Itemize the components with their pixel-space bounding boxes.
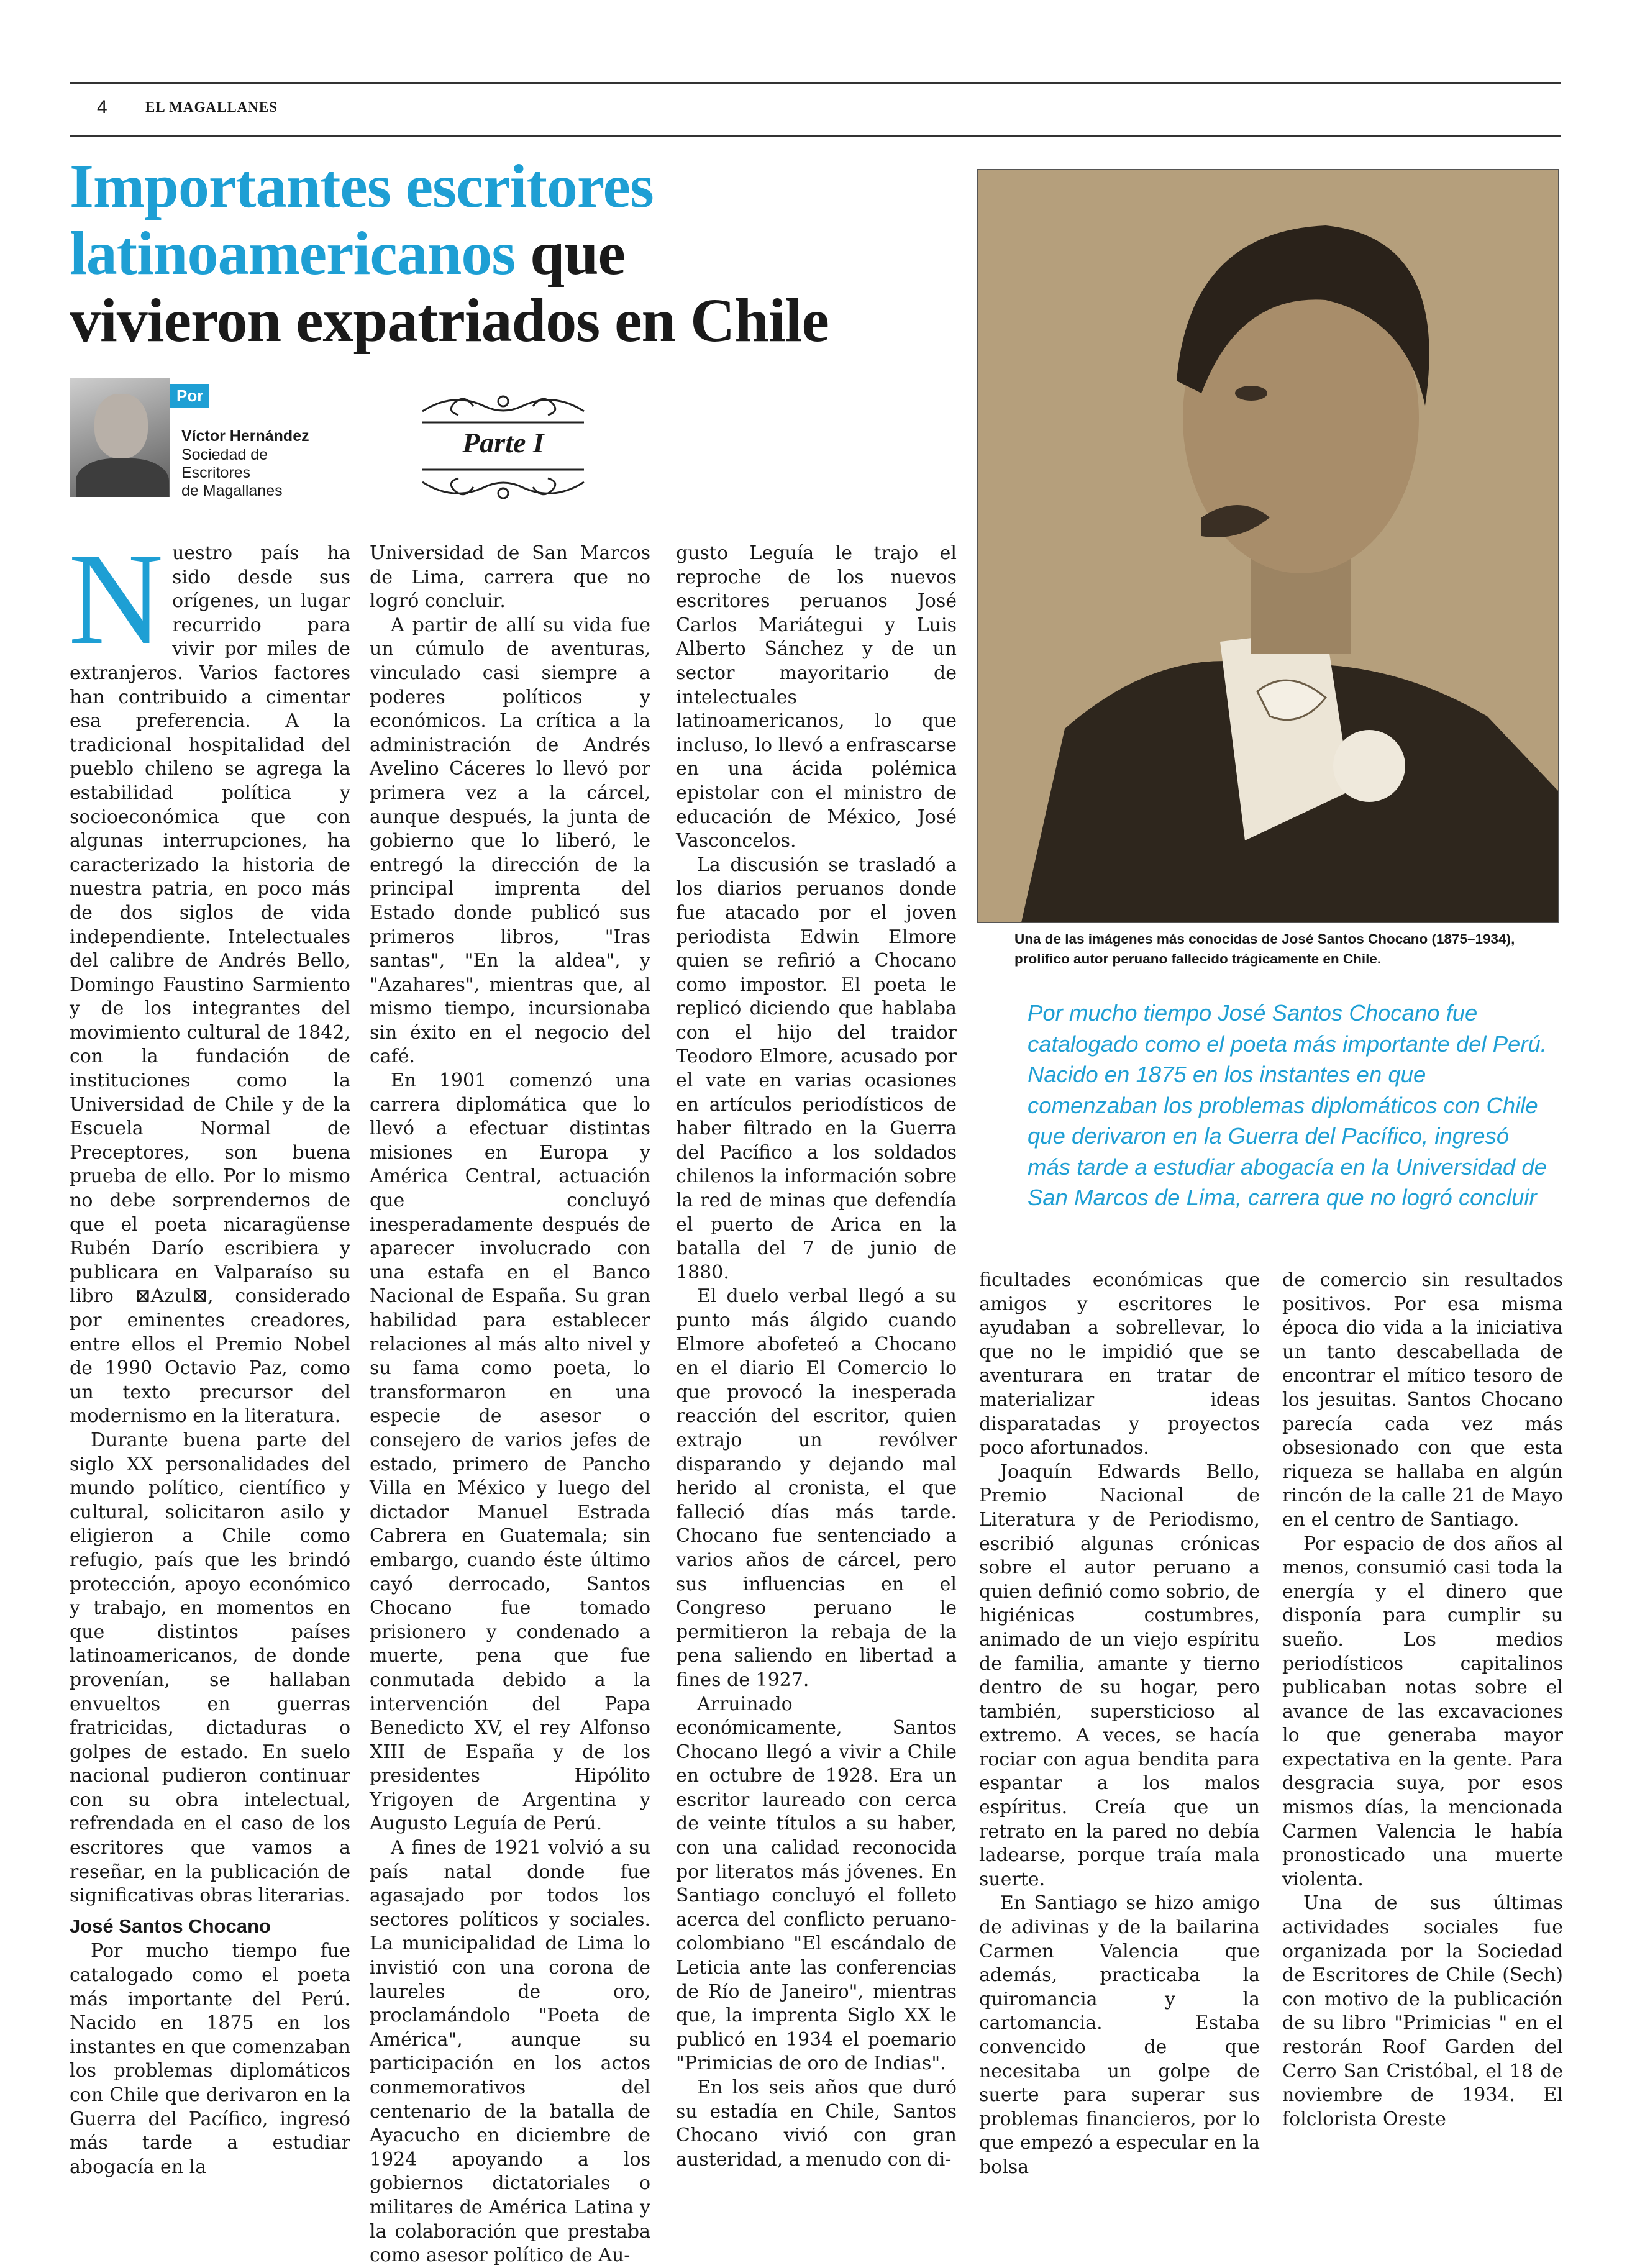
author-photo (70, 378, 170, 497)
article-paragraph (68, 526, 350, 1429)
pull-quote: Por mucho tiempo José Santos Chocano fue catalogado como el poeta más importante del Perú. Nacido en 1875 en los instantes en que comenzaban los problemas diplomáticos con Chile que derivaron en la Guerra del Pacífico, ingresó más tarde a estudiar abogacía en la Universidad de San Marcos de Lima, carrera que no logró concluir (1028, 1000, 1547, 1210)
article-paragraph: gusto Leguía le trajo el reproche de los nuevos escritores peruanos José Carlos Mariátegui y Luis Alberto Sánchez y de un sector mayoritario de intelectuales latinoamericanos, lo que incluso, lo llevó a enfrascarse en una ácida polémica epistolar con el ministro de educación de México, José Vasconcelos. (676, 542, 957, 852)
portrait-illustration (978, 170, 1558, 922)
article-paragraph: Arruinado económicamente, Santos Chocano llegó a vivir a Chile en octubre de 1928. Era un escritor laureado con cerca de veinte títulos a su haber, con una calidad reconocida por literatos más jóvenes. En Santiago concluyó el folleto acerca del conflicto peruano-colombiano "El escándalo de Leticia ante las conferencias de Río de Janeiro", mientras que, la imprenta Siglo XX le publicó en 1934 el poemario "Primicias de oro de Indias". (676, 1693, 957, 2075)
headline-line-2-blue: latinoamericanos (70, 219, 516, 288)
article-column-2 (370, 542, 650, 2268)
headline-line-1: Importantes escritores (70, 152, 654, 221)
headline-line-3: vivieron expatriados en Chile (70, 286, 829, 355)
portrait-flower-icon (1333, 730, 1405, 802)
top-rule (70, 82, 1561, 84)
article-column-5 (1282, 1268, 1563, 2131)
article-paragraph: Por mucho tiempo fue catalogado como el poeta más importante del Perú. Nacido en 1875 en los instantes en que comenzaban los problemas diplomáticos con Chile que derivaron en la Guerra del Pacífico, ingresó más tarde a estudiar abogacía en la (70, 1940, 350, 2178)
article-column-4 (979, 1268, 1260, 2180)
article-paragraph: Joaquín Edwards Bello, Premio Nacional de Literatura y de Periodismo, escribió algunas crónicas sobre el autor peruano a quien definió como sobrio, de higiénicas costumbres, animado de un viejo espíritu de familia, amante y tierno dentro de su hogar, pero también, supersticioso al extremo. A veces, se hacía rociar con agua bendita para espantar a los malos espíritus. Creía que un retrato en la pared no debía ladearse, porque traía mala suerte. (979, 1460, 1260, 1890)
article-paragraph: Una de sus últimas actividades sociales fue organizada por la Sociedad de Escritores de Chile (Sech) con motivo de la publicación de su libro "Primicias " en el restorán Roof Garden del Cerro San Cristóbal, el 18 de noviembre de 1934. El folclorista Oreste (1282, 1892, 1563, 2130)
article-column-3 (676, 542, 957, 2172)
ornament-bottom-dot (498, 488, 508, 498)
article-paragraph: Durante buena parte del siglo XX personalidades del mundo político, científico y cultural, solicitaron asilo y eligieron a Chile como refugio, país que les brindó protección, apoyo económico y trabajo, en momentos en que distintos países latinoamericanos, de donde provenían, se hallaban envueltos en guerras fratricidas, dictaduras o golpes de estado. En suelo nacional pudieron continuar con su obra intelectual, refrendada en el caso de los escritores que vamos a reseñar, en la publicación de significativas obras literarias. (70, 1429, 350, 1907)
headline-line-2 (70, 220, 952, 287)
article-column-1 (68, 526, 350, 2179)
part-label: Parte I (462, 427, 544, 458)
page-number: 4 (97, 97, 107, 117)
portrait-photo (977, 169, 1559, 923)
article-paragraph: ficultades económicas que amigos y escritores le ayudaban a sobrellevar, lo que no le impidió que se aventurara en tratar de materializar ideas disparatadas y proyectos poco afortunados. (979, 1269, 1260, 1459)
article-paragraph: La discusión se trasladó a los diarios peruanos donde fue atacado por el joven periodista Edwin Elmore quien se refirió a Chocano como impostor. El poeta le replicó diciendo que hablaba con el hijo del traidor Teodoro Elmore, acusado por el vate en varias ocasiones en artículos periodísticos de haber filtrado en la Guerra del Pacífico a los soldados chilenos la información sobre la red de minas que defendía el puerto de Arica en la batalla del 7 de junio de 1880. (676, 854, 957, 1283)
por-badge: Por (170, 384, 209, 408)
section-subhead: José Santos Chocano (70, 1915, 271, 1937)
article-paragraph: El duelo verbal llegó a su punto más álgido cuando Elmore abofeteó a Chocano en el diario El Comercio lo que provocó la inesperada reacción del escritor, quien extrajo un revólver disparando y dejando mal herido al cronista, el que falleció días más tarde. Chocano fue sentenciado a varios años de cárcel, pero sus influencias en el Congreso peruano le permitieron la rebaja de la pena saliendo en libertad a fines de 1927. (676, 1285, 957, 1691)
article-paragraph: En 1901 comenzó una carrera diplomática que lo llevó a efectuar distintas misiones en Europa y América Central, actuación que concluyó inesperadamente después de aparecer involucrado con una estafa en el Banco Nacional de España. Su gran habilidad para establecer relaciones al más alto nivel y su fama como poeta, lo transformaron en una especie de asesor o consejero de varios jefes de estado, primero de Pancho Villa en México y luego del dictador Manuel Estrada Cabrera en Guatemala; sin embargo, cuando éste último cayó derrocado, Santos Chocano fue tomado prisionero y condenado a muerte, pena que fue conmutada debido a la intervención del Papa Benedicto XV, el rey Alfonso XIII de España y de los presidentes Hipólito Yrigoyen de Argentina y Augusto Leguía de Perú. (370, 1070, 650, 1835)
ornament-top-dot (498, 396, 508, 406)
article-paragraph: Universidad de San Marcos de Lima, carrera que no logró concluir. (370, 542, 650, 613)
article-paragraph: A partir de allí su vida fue un cúmulo de aventuras, vinculado casi siempre a poderes políticos y económicos. La crítica a la administración de Andrés Avelino Cáceres lo llevó por primera vez a la cárcel, aunque después, la junta de gobierno que lo liberó, le entregó la dirección de la principal imprenta del Estado donde publicó sus primeros libros, "Iras santas", "En la aldea", y "Azahares", mientras que, al mismo tiempo, incursionaba sin éxito en el negocio del café. (370, 614, 650, 1068)
author-org-line: de Magallanes (181, 482, 283, 499)
header-rule (70, 135, 1561, 137)
article-paragraph: de comercio sin resultados positivos. Por esa misma época dio vida a la iniciativa un tanto descabellada de encontrar el mítico tesoro de los jesuitas. Santos Chocano parecía cada vez más obsesionado con que esta riqueza se hallaba en algún rincón de la calle 21 de Mayo en el centro de Santiago. (1282, 1269, 1563, 1531)
article-paragraph: A fines de 1921 volvió a su país natal donde fue agasajado por todos los sectores políticos y sociales. La municipalidad de Lima lo invistió con una corona de laureles de oro, proclamándolo "Poeta de América", aunque su participación en los actos conmemorativos del centenario de la batalla de Ayacucho en diciembre de 1924 apoyando a los gobiernos dictatoriales o militares de América Latina y la colaboración que prestaba como asesor político de Au- (370, 1837, 650, 2267)
article-paragraph: Por espacio de dos años al menos, consumió casi toda la energía y el dinero que disponía para cumplir su sueño. Los medios periodísticos capitalinos publicaban notas sobre el avance de las excavaciones lo que generaba mayor expectativa en la gente. Para desgracia suya, por esos mismos días, la mencionada Carmen Valencia le había pronosticado una muerte violenta. (1282, 1532, 1563, 1890)
portrait-eye (1235, 386, 1267, 401)
headline-line-2-rest: que (515, 219, 625, 288)
photo-caption: Una de las imágenes más conocidas de José Santos Chocano (1875–1934), prolífico autor peruano fallecido trágicamente en Chile. (1014, 931, 1515, 967)
drop-cap: N (68, 526, 164, 672)
author-name: Víctor Hernández (181, 427, 309, 445)
article-paragraph: En Santiago se hizo amigo de adivinas y de la bailarina Carmen Valencia que además, practicaba la quiromancia y la cartomancia. Estaba convencido de que necesitaba un golpe de suerte para superar sus problemas financieros, por lo que empezó a especular en la bolsa (979, 1892, 1260, 2178)
article-paragraph: En los seis años que duró su estadía en Chile, Santos Chocano vivió con gran austeridad, a menudo con di- (676, 2077, 957, 2170)
headline (70, 153, 952, 354)
author-org-line: Sociedad de (181, 446, 268, 463)
paper-name: EL MAGALLANES (145, 99, 278, 115)
paragraph-text: uestro país ha sido desde sus orígenes, un lugar recurrido para vivir por miles de extranjeros. Varios factores han contribuido a cimentar esa preferencia. A la tradicional hospitalidad del pueblo chileno se agrega la estabilidad política y socioeconómica que con algunas interrupciones, ha caracterizado la historia de nuestra patria, en poco más de dos siglos de vida independiente. Intelectuales del calibre de Andrés Bello, Domingo Faustino Sarmiento y de los integrantes del movimiento cultural de 1842, con la fundación de instituciones como la Universidad de Chile y de la Escuela Normal de Preceptores, son buena prueba de ello. Por lo mismo no debe sorprendernos de que el poeta nicaragüense Rubén Darío escribiera y publicara en Valparaíso su libro ⊠Azul⊠, considerado por eminentes creadores, entre ellos el Premio Nobel de 1990 Octavio Paz, como un texto precursor del modernismo en la literatura. (70, 542, 350, 1428)
author-organization (181, 446, 368, 500)
author-org-line: Escritores (181, 464, 251, 481)
